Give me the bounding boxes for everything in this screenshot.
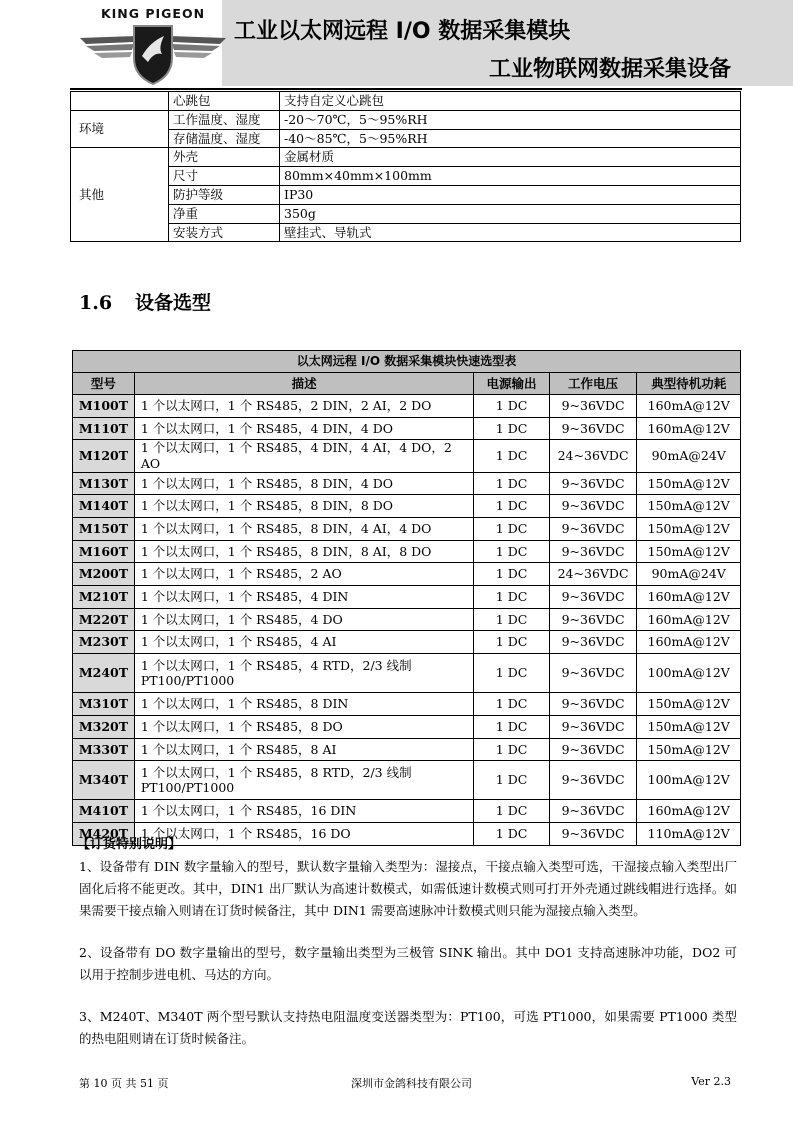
voltage-cell: 9~36VDC: [549, 540, 637, 563]
voltage-cell: 9~36VDC: [549, 586, 637, 609]
spec-value: 80mm×40mm×100mm: [280, 167, 741, 186]
model-cell: M200T: [73, 563, 135, 586]
note-paragraph-2: 2、设备带有 DO 数字量输出的型号，数字量输出类型为三极管 SINK 输出。其中 DO1 支持高速脉冲功能，DO2 可以用于控制步进电机、马达的方向。: [79, 945, 737, 982]
spec-value: 350g: [280, 204, 741, 223]
order-notes: [79, 834, 737, 1050]
power-output-cell: 1 DC: [474, 440, 549, 472]
model-cell: M310T: [73, 693, 135, 716]
table-row: [73, 472, 741, 495]
description-cell: 1 个以太网口，1 个 RS485，2 AO: [134, 563, 474, 586]
spec-value: 支持自定义心跳包: [280, 92, 741, 111]
table-row: [73, 738, 741, 761]
voltage-cell: 9~36VDC: [549, 608, 637, 631]
model-cell: M230T: [73, 631, 135, 654]
page-number: 第 10 页 共 51 页: [79, 1077, 169, 1090]
power-output-cell: 1 DC: [474, 540, 549, 563]
model-cell: M410T: [73, 800, 135, 823]
voltage-cell: 9~36VDC: [549, 715, 637, 738]
model-cell: M210T: [73, 586, 135, 609]
standby-power-cell: 160mA@12V: [637, 586, 741, 609]
spec-row: [71, 204, 741, 223]
spec-group: [71, 92, 169, 111]
spec-row: [71, 110, 741, 129]
power-output-cell: 1 DC: [474, 822, 549, 845]
model-cell: M110T: [73, 417, 135, 440]
note-paragraph-3: 3、M240T、M340T 两个型号默认支持热电阻温度变送器类型为：PT100，可选 PT1000，如果需要 PT1000 类型的热电阻则请在订货时候备注。: [79, 1009, 737, 1046]
voltage-cell: 9~36VDC: [549, 654, 637, 693]
spec-value: -40～85℃，5～95%RH: [280, 129, 741, 148]
description-cell: 1 个以太网口，1 个 RS485，4 DIN: [134, 586, 474, 609]
table-row: [73, 693, 741, 716]
description-cell: 1 个以太网口，1 个 RS485，4 DO: [134, 608, 474, 631]
power-output-cell: 1 DC: [474, 586, 549, 609]
voltage-cell: 24~36VDC: [549, 563, 637, 586]
description-cell: 1 个以太网口，1 个 RS485，16 DO: [134, 822, 474, 845]
standby-power-cell: 90mA@24V: [637, 563, 741, 586]
spec-item: 工作温度、湿度: [169, 110, 280, 129]
power-output-cell: 1 DC: [474, 518, 549, 541]
description-line: PT100/PT1000: [140, 673, 235, 689]
standby-power-cell: 110mA@12V: [637, 822, 741, 845]
description-cell: 1 个以太网口，1 个 RS485，8 AI: [134, 738, 474, 761]
voltage-cell: 9~36VDC: [549, 738, 637, 761]
description-cell: 1 个以太网口，1 个 RS485，8 DIN，4 AI，4 DO: [134, 518, 474, 541]
table-row: [73, 518, 741, 541]
description-cell: [134, 761, 474, 800]
table-row: [73, 800, 741, 823]
spec-row: [71, 167, 741, 186]
section-heading: [79, 288, 211, 315]
table-row: [73, 563, 741, 586]
description-cell: 1 个以太网口，1 个 RS485，4 DIN，4 AI，4 DO，2 AO: [134, 440, 474, 472]
table-caption: 以太网远程 I/O 数据采集模块快速选型表: [73, 351, 741, 373]
standby-power-cell: 150mA@12V: [637, 738, 741, 761]
section-number: 1.6: [79, 292, 113, 314]
standby-power-cell: 90mA@24V: [637, 440, 741, 472]
description-cell: 1 个以太网口，1 个 RS485，16 DIN: [134, 800, 474, 823]
power-output-cell: 1 DC: [474, 654, 549, 693]
voltage-cell: 24~36VDC: [549, 440, 637, 472]
model-rows: [73, 395, 741, 846]
model-cell: M140T: [73, 495, 135, 518]
description-cell: 1 个以太网口，1 个 RS485，8 DIN，4 DO: [134, 472, 474, 495]
voltage-cell: 9~36VDC: [549, 518, 637, 541]
power-output-cell: 1 DC: [474, 738, 549, 761]
model-cell: M340T: [73, 761, 135, 800]
model-cell: M320T: [73, 715, 135, 738]
description-cell: 1 个以太网口，1 个 RS485，8 DIN: [134, 693, 474, 716]
description-cell: 1 个以太网口，1 个 RS485，2 DIN，2 AI，2 DO: [134, 395, 474, 418]
spec-row: [71, 148, 741, 167]
table-row: [73, 761, 741, 800]
spec-group: 其他: [71, 148, 169, 242]
spec-value: 金属材质: [280, 148, 741, 167]
standby-power-cell: 150mA@12V: [637, 518, 741, 541]
power-output-cell: 1 DC: [474, 715, 549, 738]
table-row: [73, 631, 741, 654]
spec-table: [70, 91, 741, 242]
standby-power-cell: 160mA@12V: [637, 608, 741, 631]
voltage-cell: 9~36VDC: [549, 822, 637, 845]
table-row: [73, 395, 741, 418]
header-standby-power: 典型待机功耗: [637, 373, 741, 395]
spec-value: -20～70℃，5～95%RH: [280, 110, 741, 129]
header-voltage: 工作电压: [549, 373, 637, 395]
standby-power-cell: 160mA@12V: [637, 800, 741, 823]
power-output-cell: 1 DC: [474, 395, 549, 418]
header-model: 型号: [73, 373, 135, 395]
spec-item: 尺寸: [169, 167, 280, 186]
description-line: 1 个以太网口，1 个 RS485，4 RTD，2/3 线制: [140, 657, 412, 673]
logo-brand-text: KING PIGEON: [100, 6, 206, 21]
model-cell: M130T: [73, 472, 135, 495]
standby-power-cell: 150mA@12V: [637, 715, 741, 738]
table-row: [73, 540, 741, 563]
spec-item: 安装方式: [169, 223, 280, 242]
table-row: [73, 417, 741, 440]
power-output-cell: 1 DC: [474, 417, 549, 440]
power-output-cell: 1 DC: [474, 472, 549, 495]
model-cell: M120T: [73, 440, 135, 472]
spec-value: 壁挂式、导轨式: [280, 223, 741, 242]
description-cell: 1 个以太网口，1 个 RS485，8 DIN，8 DO: [134, 495, 474, 518]
description-line: 1 个以太网口，1 个 RS485，8 RTD，2/3 线制: [140, 764, 412, 780]
header-divider: [70, 88, 742, 90]
header-title-primary: 工业以太网远程 I/O 数据采集模块: [234, 19, 571, 44]
power-output-cell: 1 DC: [474, 800, 549, 823]
pigeon-wings-icon: [78, 6, 228, 86]
standby-power-cell: 150mA@12V: [637, 495, 741, 518]
model-cell: M100T: [73, 395, 135, 418]
spec-item: 外壳: [169, 148, 280, 167]
table-row: [73, 608, 741, 631]
header-title-secondary: 工业物联网数据采集设备: [488, 57, 731, 82]
table-row: [73, 654, 741, 693]
voltage-cell: 9~36VDC: [549, 395, 637, 418]
model-cell: M160T: [73, 540, 135, 563]
spec-row: [71, 185, 741, 204]
page-header: [0, 0, 793, 92]
model-selection-table: [72, 350, 741, 846]
standby-power-cell: 160mA@12V: [637, 417, 741, 440]
power-output-cell: 1 DC: [474, 761, 549, 800]
standby-power-cell: 150mA@12V: [637, 540, 741, 563]
table-row: [73, 715, 741, 738]
spec-row: [71, 92, 741, 111]
company-name: 深圳市金鸽科技有限公司: [351, 1077, 472, 1090]
model-cell: M150T: [73, 518, 135, 541]
model-cell: M220T: [73, 608, 135, 631]
description-cell: [134, 654, 474, 693]
company-logo: [78, 6, 228, 86]
standby-power-cell: 150mA@12V: [637, 693, 741, 716]
power-output-cell: 1 DC: [474, 495, 549, 518]
spec-item: 存储温度、湿度: [169, 129, 280, 148]
voltage-cell: 9~36VDC: [549, 761, 637, 800]
spec-item: 净重: [169, 204, 280, 223]
description-cell: 1 个以太网口，1 个 RS485，8 DIN，8 AI，8 DO: [134, 540, 474, 563]
standby-power-cell: 100mA@12V: [637, 761, 741, 800]
model-cell: M420T: [73, 822, 135, 845]
spec-item: 防护等级: [169, 185, 280, 204]
voltage-cell: 9~36VDC: [549, 631, 637, 654]
table-row: [73, 495, 741, 518]
voltage-cell: 9~36VDC: [549, 800, 637, 823]
header-description: 描述: [134, 373, 474, 395]
doc-version: Ver 2.3: [691, 1075, 731, 1088]
power-output-cell: 1 DC: [474, 693, 549, 716]
power-output-cell: 1 DC: [474, 563, 549, 586]
voltage-cell: 9~36VDC: [549, 693, 637, 716]
spec-value: IP30: [280, 185, 741, 204]
header-power-output: 电源输出: [474, 373, 549, 395]
description-cell: 1 个以太网口，1 个 RS485，8 DO: [134, 715, 474, 738]
notes-heading: 【订货特别说明】: [77, 837, 182, 852]
power-output-cell: 1 DC: [474, 631, 549, 654]
standby-power-cell: 160mA@12V: [637, 631, 741, 654]
spec-row: [71, 129, 741, 148]
spec-group: 环境: [71, 110, 169, 148]
description-line: PT100/PT1000: [140, 780, 235, 796]
section-title: 设备选型: [135, 292, 212, 314]
standby-power-cell: 100mA@12V: [637, 654, 741, 693]
standby-power-cell: 160mA@12V: [637, 395, 741, 418]
power-output-cell: 1 DC: [474, 608, 549, 631]
standby-power-cell: 150mA@12V: [637, 472, 741, 495]
model-cell: M240T: [73, 654, 135, 693]
description-cell: 1 个以太网口，1 个 RS485，4 AI: [134, 631, 474, 654]
voltage-cell: 9~36VDC: [549, 472, 637, 495]
table-row: [73, 440, 741, 472]
voltage-cell: 9~36VDC: [549, 495, 637, 518]
note-paragraph-1: 1、设备带有 DIN 数字量输入的型号，默认数字量输入类型为：湿接点，干接点输入类型可选，干湿接点输入类型出厂固化后将不能更改。其中，DIN1 出厂默认为高速计数模式，如需低速计数模式则可打开外壳通过跳线帽进行选择。如果需要干接点输入则请在订货时候备注，其中 DIN1 需要高速脉冲计数模式则只能为湿接点输入类型。: [79, 859, 737, 918]
table-row: [73, 586, 741, 609]
spec-row: [71, 223, 741, 242]
model-cell: M330T: [73, 738, 135, 761]
table-caption-row: [73, 351, 741, 373]
spec-item: 心跳包: [169, 92, 280, 111]
description-cell: 1 个以太网口，1 个 RS485，4 DIN，4 DO: [134, 417, 474, 440]
voltage-cell: 9~36VDC: [549, 417, 637, 440]
table-header-row: [73, 373, 741, 395]
